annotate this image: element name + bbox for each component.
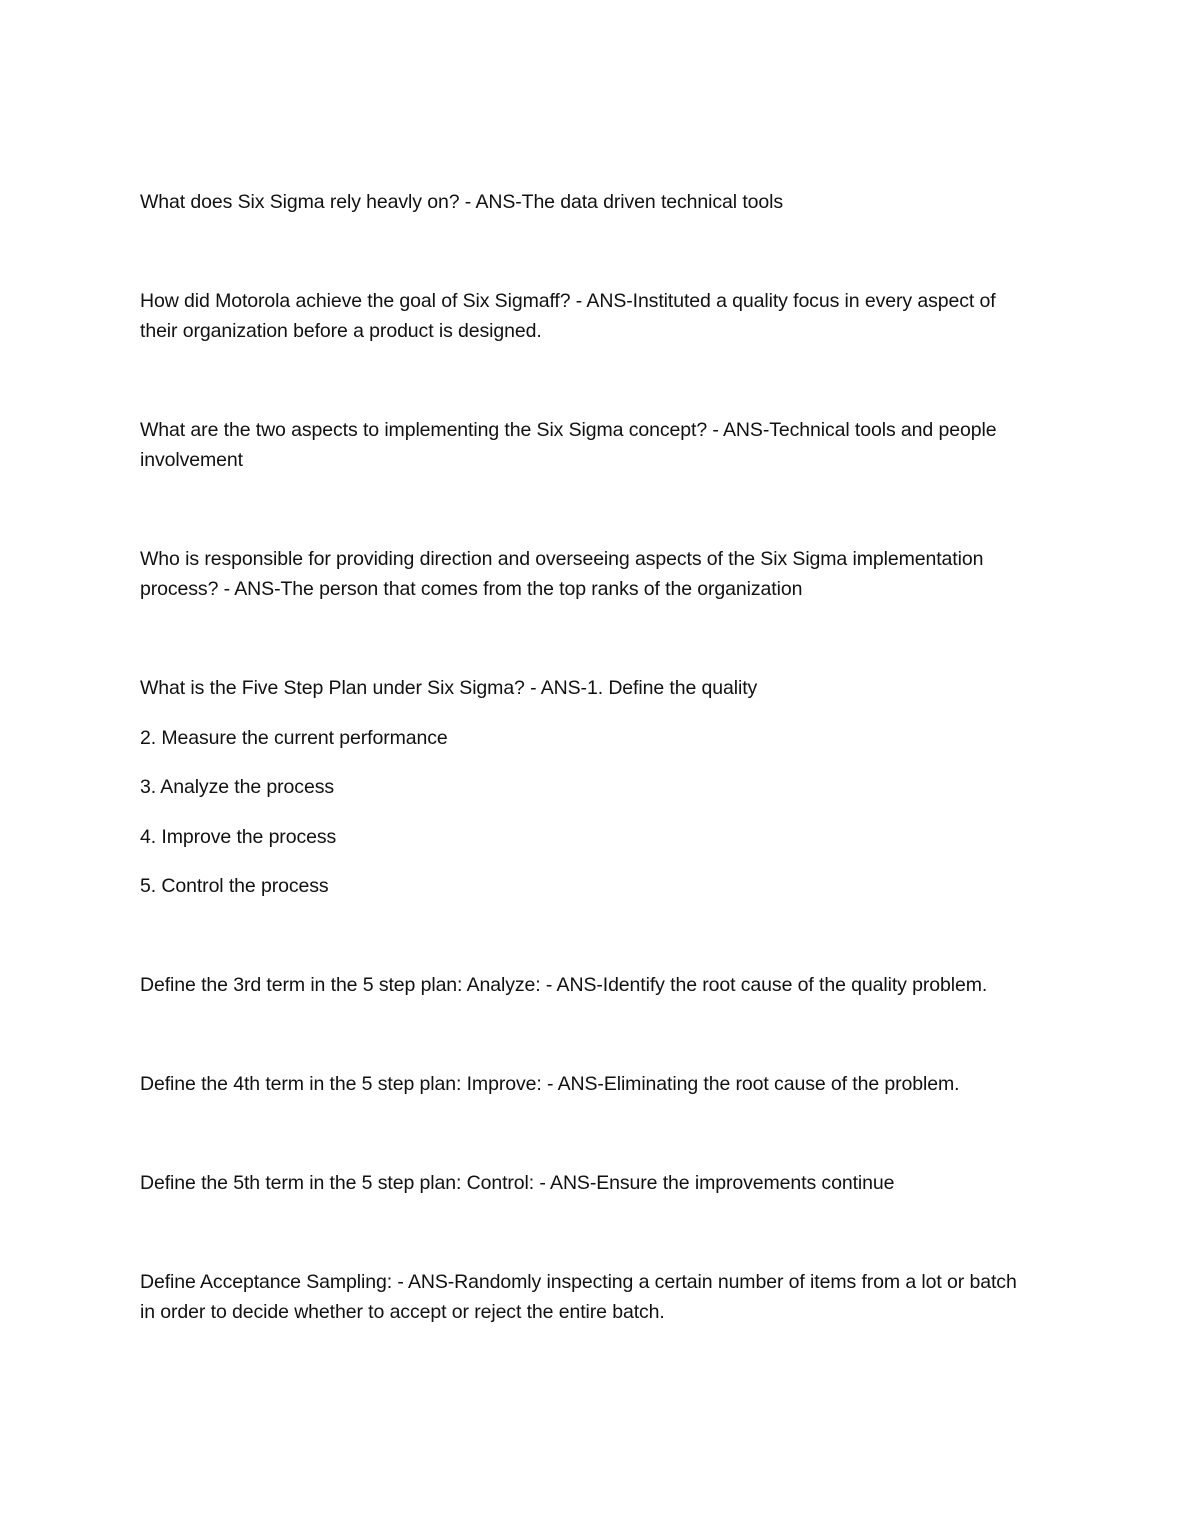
qa-line: involvement (140, 449, 243, 471)
qa-line: What is the Five Step Plan under Six Sigma? - ANS-1. Define the quality (140, 677, 758, 699)
qa-list-item: 4. Improve the process (140, 826, 337, 848)
qa-line: Define the 3rd term in the 5 step plan: Analyze: - ANS-Identify the root cause of the quality problem. (140, 974, 988, 996)
qa-line: process? - ANS-The person that comes from the top ranks of the organization (140, 578, 803, 600)
qa-line: their organization before a product is designed. (140, 320, 542, 342)
qa-line: in order to decide whether to accept or reject the entire batch. (140, 1301, 665, 1323)
qa-line: Define Acceptance Sampling: - ANS-Randomly inspecting a certain number of items from a lot or batch (140, 1271, 1017, 1293)
qa-list-item: 5. Control the process (140, 875, 329, 897)
qa-line: How did Motorola achieve the goal of Six Sigmaff? - ANS-Instituted a quality focus in every aspect of (140, 290, 996, 312)
qa-line: What are the two aspects to implementing the Six Sigma concept? - ANS-Technical tools and people (140, 419, 997, 441)
qa-list-item: 3. Analyze the process (140, 776, 334, 798)
qa-line: What does Six Sigma rely heavly on? - ANS-The data driven technical tools (140, 191, 784, 213)
qa-line: Define the 4th term in the 5 step plan: Improve: - ANS-Eliminating the root cause of the problem. (140, 1073, 960, 1095)
qa-line: Define the 5th term in the 5 step plan: Control: - ANS-Ensure the improvements continue (140, 1172, 895, 1194)
qa-list-item: 2. Measure the current performance (140, 727, 448, 749)
qa-line: Who is responsible for providing direction and overseeing aspects of the Six Sigma implementation (140, 548, 984, 570)
